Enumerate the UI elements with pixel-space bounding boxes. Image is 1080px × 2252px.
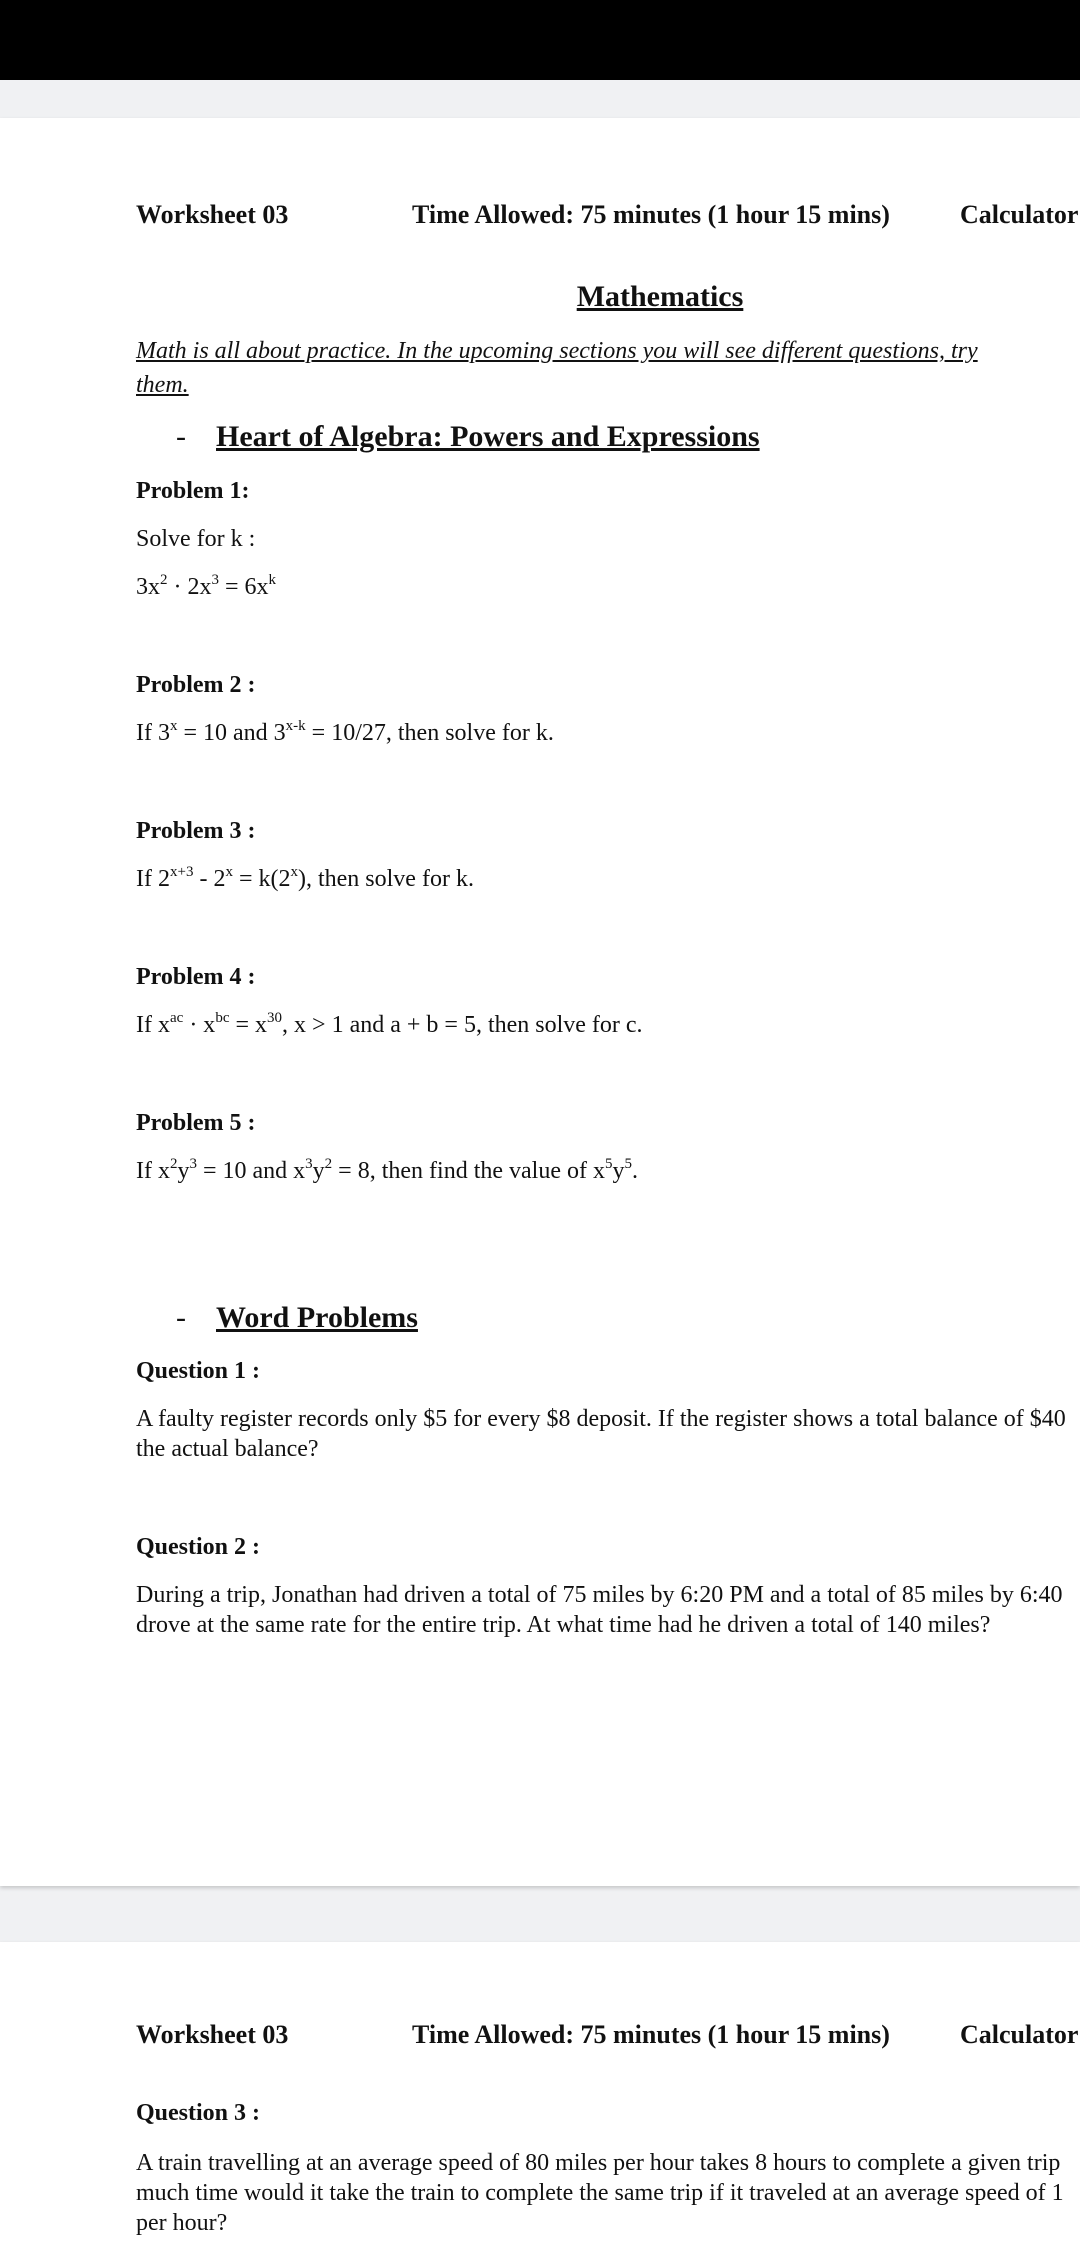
problem-2-label: Problem 2 : [136, 672, 256, 698]
section-heading-algebra [176, 420, 760, 454]
eq-part: · 2x [167, 574, 212, 600]
exponent: 2 [169, 1156, 178, 1172]
question-3-label: Question 3 : [136, 2100, 261, 2126]
problem-3-text [136, 866, 474, 893]
status-bar [0, 0, 1080, 80]
text-part: y [177, 1158, 190, 1184]
intro-paragraph [136, 334, 1080, 402]
question-3-text [136, 2148, 1080, 2238]
calculator-note: Calculator [960, 200, 1079, 229]
document-page-2 [0, 1942, 1080, 2252]
text-part: - 2 [193, 866, 226, 892]
text-part: = x [229, 1012, 268, 1038]
question-line: much time would it take the train to complete the same trip if it traveled at an average speed of 1 [136, 2180, 1064, 2206]
intro-line-2: them. [136, 372, 189, 398]
question-line: A faulty register records only $5 for every $8 deposit. If the register shows a total balance of $40 [136, 1406, 1066, 1432]
problem-4-text [136, 1012, 643, 1039]
exponent: bc [215, 1010, 230, 1026]
problem-1-text: Solve for k : [136, 526, 256, 552]
exponent: 3 [189, 1156, 197, 1172]
text-part: If x [136, 1158, 170, 1184]
exponent: 5 [624, 1156, 632, 1172]
exponent: x [290, 864, 298, 880]
section-heading-word-problems [176, 1301, 418, 1335]
exponent: x [169, 718, 178, 734]
exponent: 2 [324, 1156, 333, 1172]
eq-exponent: k [268, 572, 277, 588]
question-line: drove at the same rate for the entire trip. At what time had he driven a total of 140 miles? [136, 1612, 991, 1638]
question-1-text [136, 1404, 1080, 1464]
question-line: A train travelling at an average speed of 80 miles per hour takes 8 hours to complete a given trip [136, 2150, 1061, 2176]
problem-5-text [136, 1158, 638, 1185]
text-part: · x [183, 1012, 216, 1038]
exponent: 30 [267, 1010, 283, 1026]
eq-exponent: 3 [211, 572, 219, 588]
exponent: 5 [604, 1156, 613, 1172]
section-title: Word Problems [216, 1301, 418, 1334]
question-line: per hour? [136, 2210, 228, 2236]
text-part: If 2 [136, 866, 170, 892]
text-part: = 10 and 3 [177, 720, 286, 746]
problem-2-text [136, 720, 554, 747]
text-part: , x > 1 and a + b = 5, then solve for c. [282, 1012, 643, 1038]
question-2-label: Question 2 : [136, 1534, 261, 1560]
exponent: x [225, 864, 233, 880]
problem-1-label: Problem 1: [136, 478, 250, 504]
problem-1-equation [136, 574, 276, 601]
problem-5-label: Problem 5 : [136, 1110, 256, 1136]
problem-3-label: Problem 3 : [136, 818, 256, 844]
exponent: ac [169, 1010, 184, 1026]
text-part: y [612, 1158, 625, 1184]
time-allowed: Time Allowed: 75 minutes (1 hour 15 mins) [412, 200, 890, 229]
question-2-text [136, 1580, 1080, 1640]
question-line: the actual balance? [136, 1436, 319, 1462]
text-part: = 10 and x [196, 1158, 306, 1184]
text-part: = 10/27, then solve for k. [305, 720, 554, 746]
question-1-label: Question 1 : [136, 1358, 261, 1384]
page-title: Mathematics [576, 280, 744, 313]
text-part: . [631, 1158, 638, 1184]
text-part: ), then solve for k. [297, 866, 474, 892]
text-part: = 8, then find the value of x [332, 1158, 605, 1184]
worksheet-number: Worksheet 03 [136, 2020, 289, 2049]
document-page-1 [0, 118, 1080, 1886]
eq-part: = 6x [219, 574, 269, 600]
text-part: y [312, 1158, 325, 1184]
eq-part: 3x [136, 574, 160, 600]
intro-line-1: Math is all about practice. In the upcoming sections you will see different questions, try [136, 338, 978, 364]
calculator-note: Calculator [960, 2020, 1079, 2049]
text-part: = k(2 [232, 866, 291, 892]
section-dash: - [176, 1301, 186, 1334]
exponent: x-k [285, 718, 306, 734]
section-dash: - [176, 420, 186, 453]
time-allowed: Time Allowed: 75 minutes (1 hour 15 mins) [412, 2020, 890, 2049]
exponent: 3 [305, 1156, 313, 1172]
text-part: If 3 [136, 720, 170, 746]
text-part: If x [136, 1012, 170, 1038]
eq-exponent: 2 [160, 572, 168, 588]
problem-4-label: Problem 4 : [136, 964, 256, 990]
exponent: x+3 [169, 864, 194, 880]
worksheet-number: Worksheet 03 [136, 200, 289, 229]
question-line: During a trip, Jonathan had driven a total of 75 miles by 6:20 PM and a total of 85 miles by 6:40 [136, 1582, 1063, 1608]
section-title: Heart of Algebra: Powers and Expressions [216, 420, 760, 453]
